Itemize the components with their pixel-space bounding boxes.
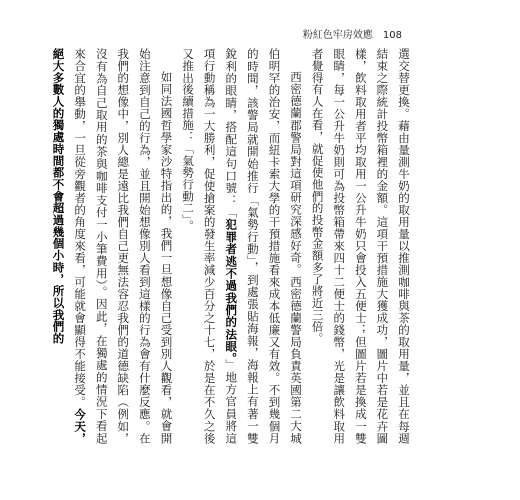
paragraph xyxy=(306,48,414,444)
bold-text-segment: 今天，絕大多數人的獨處時間都不會超過幾個小時，所以我們的 xyxy=(51,48,88,444)
paragraph xyxy=(47,48,177,444)
body-text xyxy=(51,48,414,445)
page-number: 108 xyxy=(382,30,402,41)
text-segment: 西密德蘭郡警局對這項研究深感好奇。西密德蘭警局負責英國第二大城伯明罕的治安，而紐卡索大學的干預措施看來成本低廉又有效。不到幾個月的時間，該警局就開始推行「氣勢行動」，到處張貼海報，海報上有著一雙銳利的眼睛，搭配這句口號：「 xyxy=(224,48,304,444)
paragraph xyxy=(176,48,306,444)
bold-text-segment: 犯罪者逃不過我們的法眼。 xyxy=(224,218,239,360)
text-segment: 選交替更換。藉由量測牛奶的取用量以推測咖啡與茶的取用量，並且在每週結束之際統計投幣箱裡的金額。這項干預措施大獲成功，圖片中若是花卉圖樣，飲料取用者平均取用一公升牛奶只會投入五便士；但圖片若是換成一雙眼睛，每一公升牛奶則可為投幣箱帶來四十二便士的錢幣，光是讓飲料取用者覺得有人在看，就促使他們的投幣金額多了將近三倍。 xyxy=(310,48,411,444)
text-segment: 如同法國哲學家沙特指出的，我們一旦想像自己受到別人觀看，就會開始注意到自己的行為，並且開始想像別人看到這樣的行為會有什麼反應。在我們的想像中，別人總是遠比我們自己更無法容忍我們的道德缺陷（例如，沒有為自己取用的茶與咖啡支付一小筆費用）。因此，在獨處的情況下看起來合宜的舉動，一旦從旁觀者的角度來看，可能就會顯得不能接受。 xyxy=(73,48,174,444)
running-title: 粉紅色牢房效應 xyxy=(302,30,373,41)
text-segment: 」地方官員將這項行動稱為一大勝利，促使搶案的發生率減少百分之十七，於是在不久之後又推出後續措施：「氣勢行動二」。 xyxy=(181,48,239,445)
running-header xyxy=(303,26,402,41)
